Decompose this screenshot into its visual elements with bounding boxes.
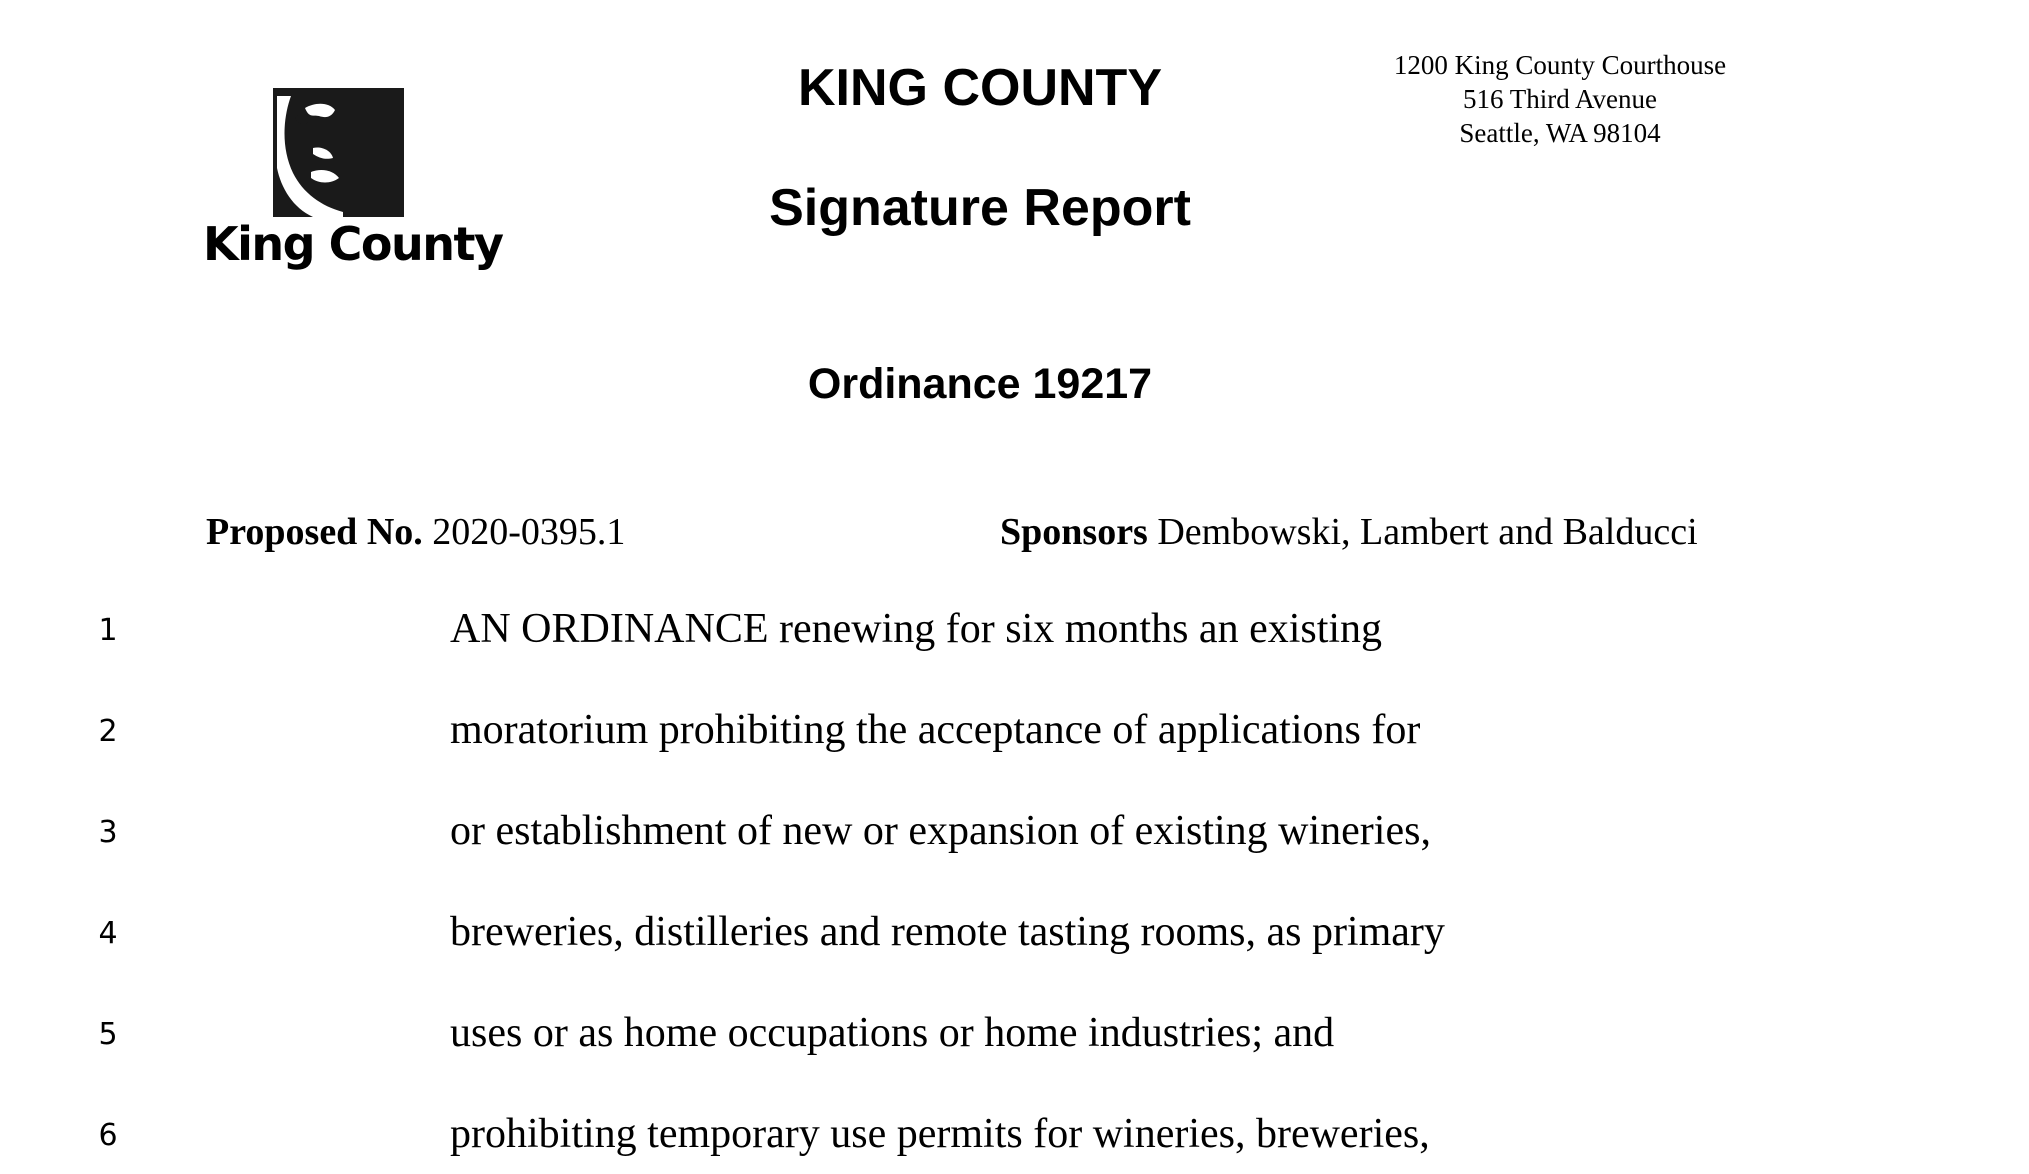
line-number: 1: [98, 613, 118, 648]
report-title: Signature Report: [769, 179, 1191, 237]
ordinance-text-line: moratorium prohibiting the acceptance of applications for: [450, 707, 1421, 753]
address-line-1: 1200 King County Courthouse: [1393, 50, 1727, 80]
king-county-logo: [203, 84, 503, 284]
sponsors: [1000, 510, 1698, 554]
county-heading: KING COUNTY: [798, 59, 1162, 117]
line-number: 2: [98, 714, 118, 749]
line-number: 3: [98, 815, 118, 850]
courthouse-address: [1330, 48, 1790, 150]
king-county-logo-icon: [273, 88, 404, 217]
sponsors-label: Sponsors: [1000, 511, 1148, 553]
address-line-2: 516 Third Avenue: [1463, 84, 1657, 114]
ordinance-text-line: breweries, distilleries and remote tasting rooms, as primary: [450, 909, 1445, 955]
ordinance-text-line: prohibiting temporary use permits for wineries, breweries,: [450, 1111, 1430, 1157]
proposed-value: 2020-0395.1: [432, 511, 626, 553]
line-number: 5: [98, 1017, 118, 1052]
ordinance-number: Ordinance 19217: [807, 360, 1153, 408]
line-number: 6: [98, 1118, 118, 1153]
address-line-3: Seattle, WA 98104: [1459, 118, 1661, 148]
ordinance-text-line: AN ORDINANCE renewing for six months an existing: [450, 606, 1383, 652]
proposed-number: [206, 510, 625, 554]
ordinance-text-line: or establishment of new or expansion of existing wineries,: [450, 808, 1431, 854]
proposed-label: Proposed No.: [206, 511, 423, 553]
line-number: 4: [98, 916, 118, 951]
sponsors-value: Dembowski, Lambert and Balducci: [1157, 511, 1698, 553]
ordinance-text-line: uses or as home occupations or home industries; and: [450, 1010, 1335, 1056]
logo-wordmark: King County: [203, 217, 503, 271]
